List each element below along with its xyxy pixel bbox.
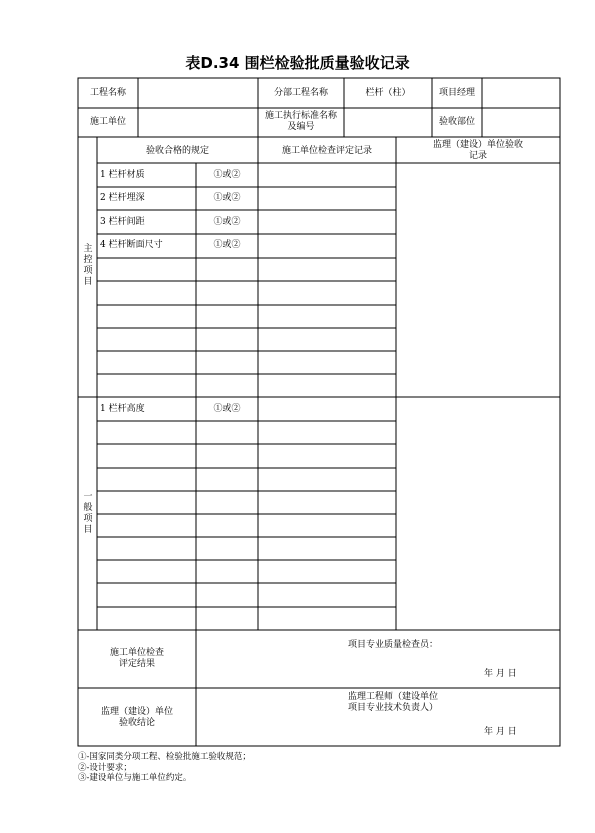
project-manager-field[interactable] (482, 80, 558, 107)
project-name-label: 工程名称 (89, 88, 126, 98)
note-item: ②-设计要求； (78, 762, 132, 773)
sub-project-value[interactable]: 栏杆（柱） (365, 88, 411, 98)
main-item-name: 1 栏杆材质 (100, 170, 145, 180)
supervisor-engineer-line2: 项目专业技术负责人） (348, 703, 439, 713)
supervisor-conclusion-label-line2: 验收结论 (118, 718, 155, 728)
supervisor-conclusion-label-line1: 监理（建设）单位 (100, 707, 173, 717)
inspector-date: 年 月 日 (484, 669, 517, 679)
general-item-rule: ①或② (213, 404, 241, 414)
main-item-name: 3 栏杆间距 (100, 217, 145, 227)
project-name-field[interactable] (138, 80, 258, 107)
sub-project-label: 分部工程名称 (273, 88, 328, 98)
constructor-result-field[interactable] (197, 631, 559, 687)
column-supervisor-record-line2: 记录 (468, 151, 487, 161)
main-item-rule: ①或② (213, 170, 241, 180)
supervisor-engineer-line1: 监理工程师（建设单位 (348, 692, 439, 702)
supervisor-record-main-cell[interactable] (397, 164, 559, 396)
inspector-label: 项目专业质量检查员： (348, 640, 439, 650)
general-item-name: 1 栏杆高度 (100, 404, 145, 414)
standard-field[interactable] (344, 109, 432, 136)
supervisor-record-general-cell[interactable] (397, 398, 559, 629)
general-section-label: 一般项目 (83, 492, 93, 535)
main-item-rule: ①或② (213, 193, 241, 203)
column-supervisor-record-line1: 监理（建设）单位验收 (432, 140, 523, 150)
main-item-name: 4 栏杆断面尺寸 (100, 240, 163, 250)
standard-label-line2: 及编号 (287, 122, 315, 132)
main-section-label: 主控项目 (83, 244, 93, 287)
constructor-record-general-cell[interactable] (259, 398, 395, 629)
main-item-rule: ①或② (213, 217, 241, 227)
supervisor-date: 年 月 日 (484, 727, 517, 737)
form-title: 表D.34 围栏检验批质量验收记录 (185, 54, 410, 72)
constructor-result-label-line1: 施工单位检查 (109, 648, 164, 658)
notes (78, 752, 251, 784)
note-item: ①-国家同类分项工程、检验批施工验收规范； (78, 752, 251, 762)
main-item-rule: ①或② (213, 240, 241, 250)
acceptance-part-label: 验收部位 (438, 117, 475, 127)
acceptance-part-field[interactable] (482, 109, 558, 136)
main-item-name: 2 栏杆埋深 (100, 193, 145, 203)
column-constructor-record: 施工单位检查评定记录 (281, 146, 372, 156)
standard-label-line1: 施工执行标准名称 (264, 111, 337, 121)
column-rules: 验收合格的规定 (145, 146, 209, 156)
constructor-label: 施工单位 (89, 117, 126, 127)
constructor-result-label-line2: 评定结果 (118, 659, 155, 669)
constructor-record-main-cell[interactable] (259, 164, 395, 396)
supervisor-conclusion-field[interactable] (197, 689, 559, 745)
constructor-field[interactable] (138, 109, 258, 136)
note-item: ③-建设单位与施工单位约定。 (78, 773, 192, 783)
project-manager-label: 项目经理 (438, 88, 475, 98)
